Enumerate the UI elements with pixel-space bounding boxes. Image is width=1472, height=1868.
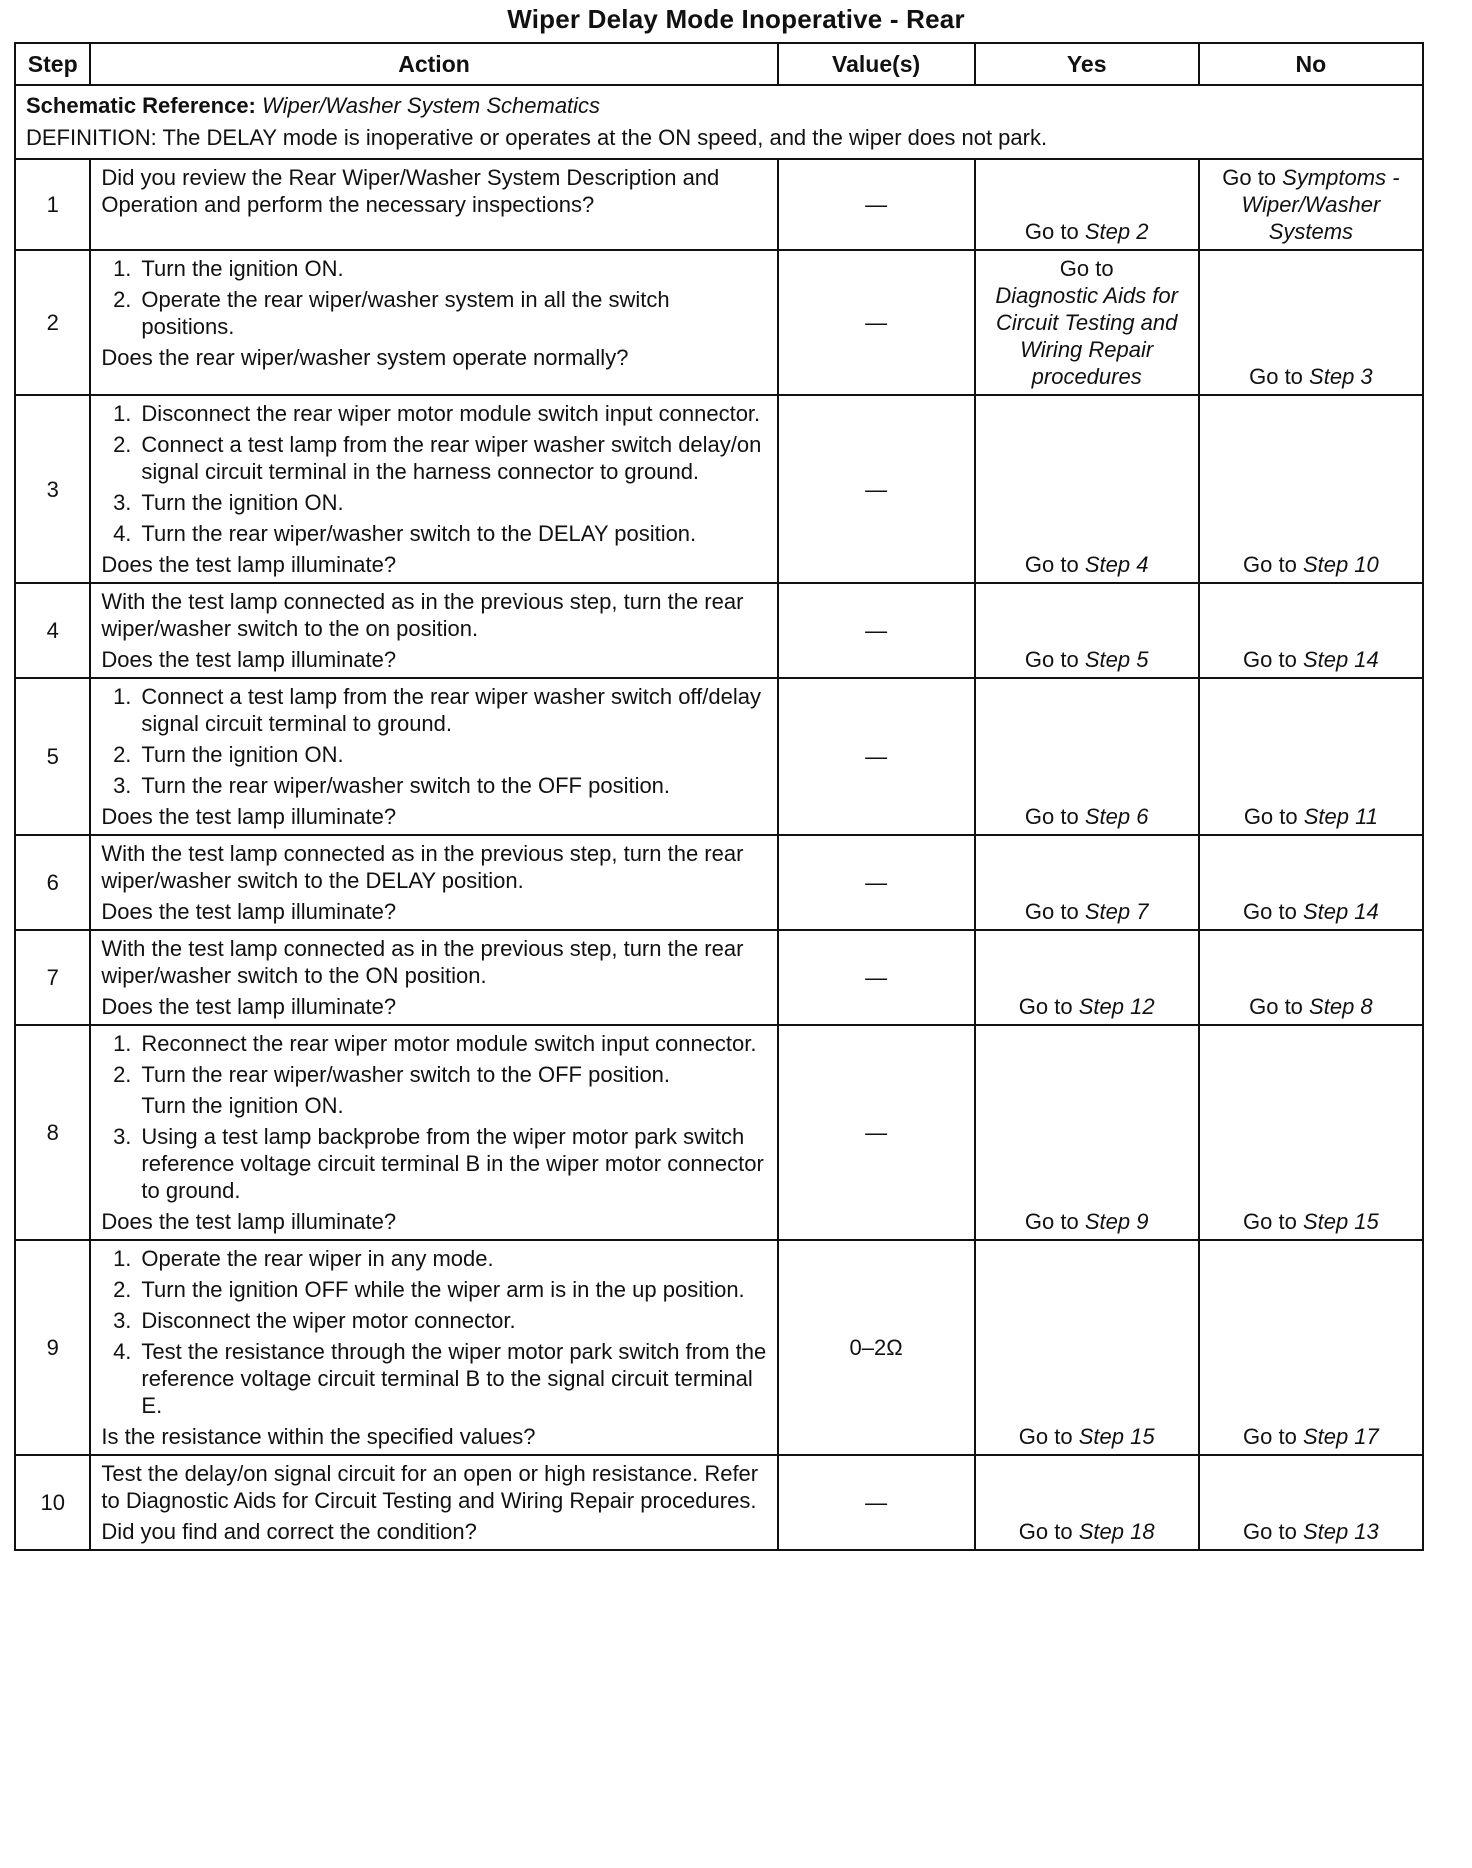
list-item [101, 431, 766, 485]
no-prefix: Go to [1243, 1209, 1297, 1234]
list-item-number: 1. [113, 684, 132, 709]
yes-link[interactable]: Step 9 [1084, 1209, 1149, 1234]
table-row [15, 395, 1423, 583]
yes-prefix: Go to [1024, 552, 1079, 577]
list-item-number: 1. [113, 1031, 132, 1056]
table-row [15, 930, 1423, 1025]
list-item-text: Connect a test lamp from the rear wiper washer switch off/delay signal circuit terminal to ground. [141, 684, 761, 736]
list-item-text: Turn the ignition ON. [141, 742, 344, 767]
step-number: 6 [15, 835, 90, 930]
yes-link[interactable]: Diagnostic Aids for Circuit Testing and Wiring Repair procedures [995, 283, 1178, 389]
action-text: Did you review the Rear Wiper/Washer System Description and Operation and perform the necessary inspections? [101, 165, 720, 217]
definition-text: DEFINITION: The DELAY mode is inoperative or operates at the ON speed, and the wiper does not park. [26, 125, 1048, 150]
header-step: Step [15, 43, 90, 85]
step-number: 3 [15, 395, 90, 583]
header-values: Value(s) [778, 43, 975, 85]
step-value: — [778, 395, 975, 583]
yes-prefix: Go to [1018, 994, 1073, 1019]
table-row [15, 583, 1423, 678]
step-action [90, 835, 777, 930]
list-item-text: Operate the rear wiper/washer system in all the switch positions. [141, 287, 670, 339]
no-action [1199, 1240, 1423, 1455]
yes-prefix: Go to [1024, 1209, 1079, 1234]
step-value: — [778, 930, 975, 1025]
step-number: 7 [15, 930, 90, 1025]
list-item [101, 1338, 766, 1419]
step-value: — [778, 678, 975, 835]
list-item-text: Test the resistance through the wiper motor park switch from the reference voltage circuit terminal B to the signal circuit terminal E. [141, 1339, 767, 1418]
no-link[interactable]: Step 17 [1302, 1424, 1379, 1449]
list-item-number: 1. [113, 256, 132, 281]
list-item-number: 1. [113, 401, 132, 426]
table-row [15, 250, 1423, 395]
yes-prefix: Go to [1018, 1519, 1073, 1544]
list-item-number: 2. [113, 432, 132, 457]
list-item [101, 772, 766, 799]
step-action [90, 930, 777, 1025]
action-question: Does the test lamp illuminate? [101, 1209, 397, 1234]
step-value: — [778, 1455, 975, 1550]
action-text: Test the delay/on signal circuit for an open or high resistance. Refer to Diagnostic Aids for Circuit Testing and Wiring Repair procedures. [101, 1461, 759, 1513]
no-link[interactable]: Step 14 [1302, 647, 1379, 672]
action-question: Did you find and correct the condition? [101, 1519, 477, 1544]
no-action [1199, 930, 1423, 1025]
yes-link[interactable]: Step 5 [1084, 647, 1149, 672]
list-item-text: Turn the ignition ON. [141, 490, 344, 515]
list-item [101, 1061, 766, 1088]
yes-action [975, 1455, 1199, 1550]
step-number: 4 [15, 583, 90, 678]
list-item-text: Turn the ignition OFF while the wiper arm is in the up position. [141, 1277, 745, 1302]
yes-action [975, 835, 1199, 930]
list-item [101, 255, 766, 282]
step-number: 8 [15, 1025, 90, 1240]
list-item [101, 1307, 766, 1334]
table-row [15, 1025, 1423, 1240]
no-link[interactable]: Step 8 [1309, 994, 1373, 1019]
yes-action [975, 583, 1199, 678]
no-prefix: Go to [1243, 1424, 1297, 1449]
step-value: — [778, 583, 975, 678]
action-text: With the test lamp connected as in the previous step, turn the rear wiper/washer switch to the DELAY position. [101, 841, 744, 893]
no-action [1199, 678, 1423, 835]
no-action [1199, 583, 1423, 678]
table-row [15, 1455, 1423, 1550]
list-item-number: 2. [113, 1062, 132, 1087]
header-no: No [1199, 43, 1423, 85]
step-number: 2 [15, 250, 90, 395]
step-number: 5 [15, 678, 90, 835]
list-item-number: 3. [113, 1308, 132, 1333]
header-row [15, 43, 1423, 85]
yes-action [975, 1025, 1199, 1240]
yes-action [975, 1240, 1199, 1455]
yes-prefix: Go to [1024, 647, 1079, 672]
no-prefix: Go to [1222, 165, 1277, 190]
list-item-number: 2. [113, 287, 132, 312]
list-item-text: Operate the rear wiper in any mode. [141, 1246, 494, 1271]
yes-link[interactable]: Step 2 [1084, 219, 1149, 244]
header-action: Action [90, 43, 777, 85]
action-question: Does the rear wiper/washer system operate normally? [101, 345, 629, 370]
no-action [1199, 159, 1423, 250]
step-value: 0–2Ω [778, 1240, 975, 1455]
yes-link[interactable]: Step 6 [1084, 804, 1149, 829]
action-list [101, 1030, 766, 1204]
step-number: 9 [15, 1240, 90, 1455]
list-item [101, 741, 766, 768]
step-action [90, 583, 777, 678]
step-value: — [778, 250, 975, 395]
no-action [1199, 835, 1423, 930]
yes-prefix: Go to [1024, 219, 1079, 244]
no-prefix: Go to [1249, 994, 1303, 1019]
no-action [1199, 250, 1423, 395]
yes-link[interactable]: Step 15 [1078, 1424, 1155, 1449]
list-item-text: Turn the rear wiper/washer switch to the OFF position. [141, 773, 671, 798]
no-link[interactable]: Step 11 [1303, 804, 1378, 829]
table-row [15, 159, 1423, 250]
schematic-row [15, 85, 1423, 159]
step-action [90, 395, 777, 583]
action-text: With the test lamp connected as in the previous step, turn the rear wiper/washer switch to the on position. [101, 589, 744, 641]
table-row [15, 835, 1423, 930]
step-value: — [778, 159, 975, 250]
yes-action [975, 930, 1199, 1025]
list-item-text: Disconnect the rear wiper motor module switch input connector. [141, 401, 761, 426]
step-action [90, 159, 777, 250]
action-question: Does the test lamp illuminate? [101, 647, 397, 672]
list-item-number [101, 1092, 141, 1119]
yes-link[interactable]: Step 7 [1084, 899, 1149, 924]
yes-action [975, 395, 1199, 583]
list-item [101, 286, 766, 340]
action-list [101, 400, 766, 547]
schematic-reference [26, 90, 1412, 122]
list-item-number: 3. [113, 1124, 132, 1149]
step-number: 1 [15, 159, 90, 250]
yes-prefix: Go to [1024, 804, 1079, 829]
schematic-label: Schematic Reference: [26, 93, 256, 118]
step-action [90, 1025, 777, 1240]
no-link[interactable]: Symptoms - Wiper/Washer Systems [1241, 165, 1400, 244]
yes-link[interactable]: Step 4 [1084, 552, 1149, 577]
list-item-number: 3. [113, 490, 132, 515]
list-item [101, 683, 766, 737]
yes-prefix: Go to [1018, 1424, 1073, 1449]
list-item-text: Connect a test lamp from the rear wiper washer switch delay/on signal circuit terminal in the harness connector to ground. [141, 432, 762, 484]
list-item [101, 400, 766, 427]
list-item-number: 4. [113, 1339, 132, 1364]
step-action [90, 1455, 777, 1550]
list-item-text: Disconnect the wiper motor connector. [141, 1308, 516, 1333]
list-item-number: 2. [113, 742, 132, 767]
page-title: Wiper Delay Mode Inoperative - Rear [507, 4, 965, 34]
no-prefix: Go to [1243, 804, 1298, 829]
action-question: Does the test lamp illuminate? [101, 552, 397, 577]
no-action [1199, 395, 1423, 583]
no-link[interactable]: Step 14 [1302, 899, 1379, 924]
yes-action [975, 250, 1199, 395]
no-prefix: Go to [1243, 647, 1297, 672]
list-item-number: 1. [113, 1246, 132, 1271]
table-row [15, 1240, 1423, 1455]
yes-prefix: Go to [1059, 256, 1114, 281]
list-item-text: Turn the ignition ON. [141, 1093, 344, 1118]
yes-action [975, 678, 1199, 835]
action-list [101, 683, 766, 799]
list-item [101, 1276, 766, 1303]
no-prefix: Go to [1243, 552, 1297, 577]
no-link[interactable]: Step 3 [1309, 364, 1373, 389]
diagnostic-table [14, 42, 1424, 1551]
action-list [101, 1245, 766, 1419]
action-question: Does the test lamp illuminate? [101, 994, 397, 1019]
action-question: Does the test lamp illuminate? [101, 804, 397, 829]
no-prefix: Go to [1243, 1519, 1297, 1544]
step-number: 10 [15, 1455, 90, 1550]
no-link[interactable]: Step 13 [1302, 1519, 1379, 1544]
no-link[interactable]: Step 10 [1302, 552, 1379, 577]
list-item-text: Turn the rear wiper/washer switch to the DELAY position. [141, 521, 697, 546]
list-item-text: Turn the rear wiper/washer switch to the OFF position. [141, 1062, 671, 1087]
step-value: — [778, 835, 975, 930]
schematic-link[interactable]: Wiper/Washer System Schematics [262, 93, 601, 118]
list-item [101, 520, 766, 547]
list-item-number: 3. [113, 773, 132, 798]
no-link[interactable]: Step 15 [1302, 1209, 1379, 1234]
header-yes: Yes [975, 43, 1199, 85]
no-action [1199, 1455, 1423, 1550]
list-item-number: 4. [113, 521, 132, 546]
step-action [90, 250, 777, 395]
no-prefix: Go to [1243, 899, 1297, 924]
list-item-text: Reconnect the rear wiper motor module switch input connector. [141, 1031, 757, 1056]
table-row [15, 678, 1423, 835]
list-item-number: 2. [113, 1277, 132, 1302]
action-question: Is the resistance within the specified values? [101, 1424, 536, 1449]
list-item [101, 1092, 766, 1119]
step-value: — [778, 1025, 975, 1240]
yes-action [975, 159, 1199, 250]
yes-link[interactable]: Step 12 [1078, 994, 1155, 1019]
step-action [90, 678, 777, 835]
action-list [101, 255, 766, 340]
list-item [101, 1123, 766, 1204]
list-item [101, 1245, 766, 1272]
action-text: With the test lamp connected as in the previous step, turn the rear wiper/washer switch to the ON position. [101, 936, 744, 988]
list-item [101, 489, 766, 516]
list-item-text: Turn the ignition ON. [141, 256, 344, 281]
action-question: Does the test lamp illuminate? [101, 899, 397, 924]
yes-link[interactable]: Step 18 [1078, 1519, 1155, 1544]
no-action [1199, 1025, 1423, 1240]
list-item [101, 1030, 766, 1057]
yes-prefix: Go to [1024, 899, 1079, 924]
step-action [90, 1240, 777, 1455]
list-item-text: Using a test lamp backprobe from the wiper motor park switch reference voltage circuit terminal B in the wiper motor connector to ground. [141, 1124, 764, 1203]
no-prefix: Go to [1249, 364, 1303, 389]
